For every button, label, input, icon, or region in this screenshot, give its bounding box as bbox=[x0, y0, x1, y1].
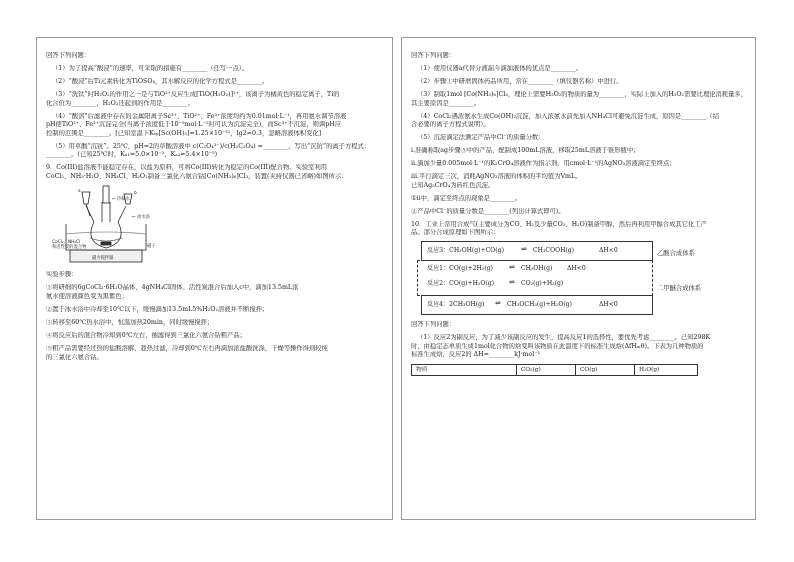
question-9-line: CoCl₂、NH₃·H₂O、NH₄Cl、H₂O₂制备三氯化六氨合钴[Co(NH₃)₆]Cl₃，装置(夹持仪器已省略)如图所示： bbox=[46, 172, 348, 180]
reaction-schemes bbox=[411, 241, 747, 317]
question-line: ②产品中Cl⁻的质量分数是________(列出计算式即可)。 bbox=[411, 207, 565, 215]
step-line: 的三氯化六氨合钴。 bbox=[46, 353, 103, 361]
left-column bbox=[46, 52, 384, 362]
equilibrium-arrow: ⇌ bbox=[495, 298, 501, 307]
dimethyl-ether-system-label: 二甲醚合成体系 bbox=[657, 284, 702, 292]
reaction-3: 反应3：CH₃OH(g)+CO(g) bbox=[427, 246, 504, 254]
label-stirrer: 磁力搅拌器 bbox=[92, 256, 114, 262]
question-line: （4）CoCl₂遇浓氨水生成Co(OH)₂沉淀，加入浓氨水前先加入NH₄Cl可避免沉淀生成，原因是________（结 bbox=[417, 112, 720, 120]
answer-prompt: 回答下列问题： bbox=[411, 321, 456, 329]
question-line: 化合价为________，H₂O₂还起到的作用是________。 bbox=[46, 99, 194, 107]
answer-prompt: 回答下列问题： bbox=[411, 52, 456, 59]
reaction-2-product: CO₂(g)+H₂(g) bbox=[521, 279, 564, 287]
step-line: 氨水使溶液颜色变为黑紫色； bbox=[46, 293, 128, 301]
question-line: 标准生成焓，反应2的 ΔH=________kJ·mol⁻¹ bbox=[411, 351, 541, 359]
step-line: ④将反应后的混合物冷却到0℃左右，抽滤得到三氯化六氨合钴粗产品； bbox=[46, 332, 246, 339]
question-line: （2）“酸浸”后Ti元素转化为TiOSO₄，其水解反应的化学方程式是________。 bbox=[52, 77, 269, 85]
step-line: ②置于冰水浴中冷却至10℃以下，缓慢滴加13.5mL5%H₂O₂溶液并不断搅拌； bbox=[46, 306, 269, 314]
question-line: （4）“酸溶”后滤液中存在的金属阳离子Sc³⁺、TiO²⁺、Fe³⁺浓度均约为0.01mol·L⁻¹，再用氨水调节溶液 bbox=[52, 112, 347, 120]
equilibrium-arrow: ⇌ bbox=[521, 244, 527, 253]
apparatus-drawing bbox=[52, 184, 170, 266]
question-line: （1）使用仪器a代替分液漏斗滴加液体的优点是________。 bbox=[417, 64, 583, 72]
equilibrium-arrow: ⇌ bbox=[509, 262, 515, 271]
reaction-1-product: CH₃OH(g) bbox=[521, 264, 553, 272]
table-cell: CO(g) bbox=[576, 364, 635, 375]
reaction-4-product: CH₃OCH₃(g)+H₂O(g) bbox=[507, 300, 573, 308]
question-line: 合必要的离子方程式说明）。 bbox=[411, 121, 490, 129]
table-cell: H₂O(g) bbox=[635, 364, 698, 375]
reaction-2: 反应2：CO(g)+H₂O(g) bbox=[427, 279, 494, 287]
reaction-3-product: CH₃COOH(g) bbox=[533, 246, 575, 254]
question-line: ⅰ.准确称取ag步骤⑤中的产品，配制成100mL溶液，移取25mL溶液于锥形瓶中； bbox=[411, 147, 640, 155]
question-10-line: 10．工业上常用合成气(主要成分为CO、H₂及少量CO₂、H₂O)制备甲醇，然后再利用甲醇合成其它化工产 bbox=[411, 220, 707, 228]
question-line: pH使TiO²⁺、Fe³⁺沉淀完全(当离子浓度低于10⁻⁵mol·L⁻¹时可认为沉淀完全)，而Sc³⁺不沉淀，则调pH应 bbox=[46, 121, 342, 129]
question-line: （3）制取1mol [Co(NH₃)₆]Cl₃，理论上需要H₂O₂的物质的量为________，实际上加入的H₂O₂需要比理论消耗量多， bbox=[417, 90, 747, 98]
acetic-acid-system-label: 乙酸合成体系 bbox=[657, 249, 695, 257]
left-page bbox=[36, 37, 393, 520]
question-line: ①ⅱ中，滴定至终点的现象是________。 bbox=[411, 194, 522, 202]
table-cell: CO₂(g) bbox=[517, 364, 576, 375]
equilibrium-arrow: ⇌ bbox=[509, 277, 515, 286]
reaction-4-enthalpy: ΔH<0 bbox=[599, 300, 618, 308]
question-line: ⅱ.滴加少量0.005mol·L⁻¹的K₂CrO₄溶液作为指示剂，用cmol·L⁻¹的AgNO₃溶液滴定至终点； bbox=[411, 160, 676, 168]
label-ice-bath: ← 冰水浴 bbox=[132, 215, 150, 221]
label-b: b bbox=[134, 191, 137, 197]
question-line: （2）步骤①中研磨固体药品所用，常在________（填仪器名称）中进行。 bbox=[417, 77, 623, 85]
answer-prompt: 回答下列问题： bbox=[46, 52, 91, 59]
question-line: 控制的范围是________。[已知室温下Kₛₚ[Sc(OH)₃]=1.25×10⁻³¹，lg2≈0.3，忽略溶液体积变化] bbox=[46, 129, 322, 137]
question-line: ________。(已知25℃时，Kₐ₁=5.0×10⁻²，Kₐ₂=5.4×10⁻⁵) bbox=[46, 151, 218, 159]
question-line: 其主要原因是________。 bbox=[411, 99, 481, 107]
question-10-line: 品。部分合成原理如下图所示： bbox=[411, 229, 500, 237]
step-line: ①将研细的6gCoCl₂·6H₂O晶体、4gNH₄Cl固体、活性炭混合后加入c中，滴加13.5mL浓 bbox=[46, 284, 299, 292]
label-reagents: CoCl₂、NH₄Cl bbox=[52, 240, 81, 246]
label-magnet: 磁子 bbox=[147, 244, 156, 250]
question-line: （1）为了提高“酸浸”的速率，可采取的措施有________（任写一点）。 bbox=[52, 64, 249, 72]
enthalpy-table bbox=[411, 364, 698, 376]
question-line: （5）沉淀滴定法测定产品中Cl⁻的质量分数： bbox=[417, 134, 545, 142]
question-line: （5）用草酸“沉钪”。25℃，pH=2的草酸溶液中 c(C₂O₄²⁻)/c(H₂C₂O₄) =________，写出“沉钪”的离子方程式： bbox=[52, 142, 371, 150]
label-cooling-water: ← 冷凝水 bbox=[112, 197, 130, 203]
reaction-3-enthalpy: ΔH<0 bbox=[599, 246, 618, 254]
table-header-substance: 物质 bbox=[412, 364, 517, 375]
step-line: ⑤粗产品需要经过热的盐酸溶解、趁热过滤，冷却到0℃左右再滴加浓盐酸洗涤，干燥等操作得到较纯 bbox=[46, 344, 328, 352]
reaction-1-enthalpy: ΔH<0 bbox=[567, 264, 586, 272]
question-line: ⅲ.平行滴定三次，消耗AgNO₃溶液的体积的平均值为VmL。 bbox=[411, 173, 582, 181]
label-a: a bbox=[78, 189, 81, 195]
apparatus-figure bbox=[52, 184, 170, 266]
question-line: （1）反应2为副反应，为了减少该副反应的发生，提高反应1的选择性，要优先考虑________。已知298K bbox=[417, 334, 711, 342]
right-page bbox=[401, 37, 756, 520]
table-row bbox=[412, 364, 698, 375]
right-column bbox=[411, 52, 747, 376]
reaction-4: 反应4：2CH₃OH(g) bbox=[427, 300, 485, 308]
step-line: ③转移至60℃热水浴中，恒温加热20min，同时缓慢搅拌； bbox=[46, 319, 214, 327]
label-reagents-mixture: 和活性炭的混合物 bbox=[52, 245, 87, 251]
question-line: 已知Ag₂CrO₄为砖红色沉淀。 bbox=[411, 181, 495, 189]
question-9-line: 9．Co(III)盐溶液不能稳定存在，以盐为原料，可将Co(III)转化为稳定的Co(III)配合物。实验室利用 bbox=[46, 164, 328, 172]
reaction-1: 反应1：CO(g)+2H₂(g) bbox=[427, 264, 493, 272]
question-line: （3）“洗钛”时H₂O₂的作用之一是与TiO²⁺反应生成[TiO(H₂O₂)]²⁺，该离子为橘黄色的稳定离子，Ti的 bbox=[52, 90, 340, 98]
steps-title: 实验步骤： bbox=[46, 271, 78, 279]
question-line: 时，由稳定态单质生成1mol化合物的焓变叫该物质在此温度下的标准生成焓(ΔfHₘθ)。下表为几种物质的 bbox=[411, 342, 704, 350]
